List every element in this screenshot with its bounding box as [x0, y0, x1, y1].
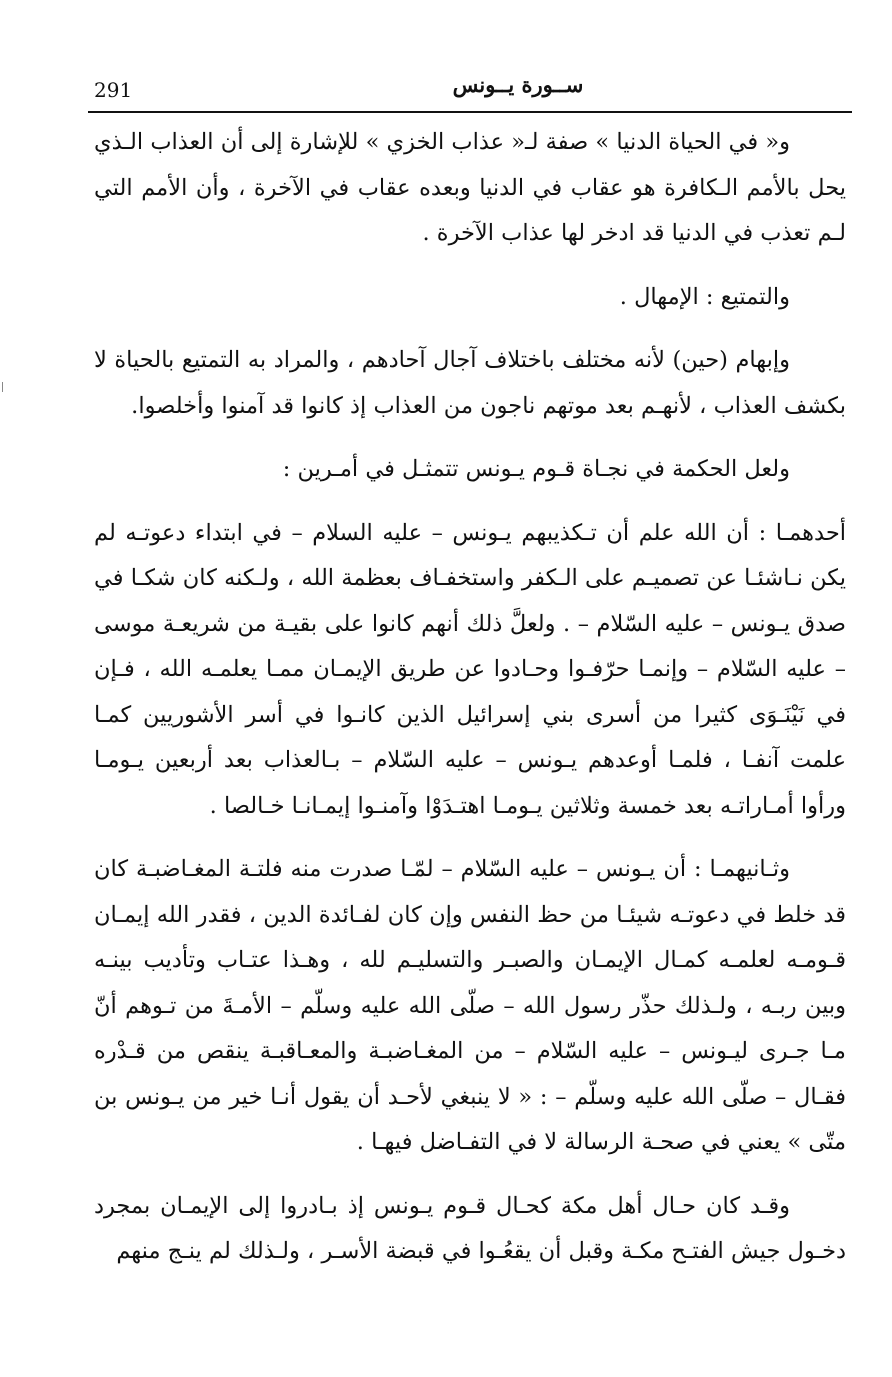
- paragraph-spacer: [94, 320, 846, 338]
- page-body: [94, 120, 846, 1275]
- paragraph-2: والتمتيع : الإمهال .: [619, 283, 790, 310]
- paragraph-7: وقـد كان حـال أهل مكة كحـال قـوم يـونس إذ بـادروا إلى الإيمـان بمجرد دخـول جيش الفتـح مكـة وقبل أن يقعُـوا في قبضة الأسـر ، ولـذلك لم ينـج منهم: [94, 1192, 846, 1264]
- paragraph-1: و« في الحياة الدنيا » صفة لـ« عذاب الخزي » للإشارة إلى أن العذاب الـذي يحل بالأمم الـكافرة هو عقاب في الدنيا وبعده عقاب في الآخرة ، وأن الأمم التي لـم تعذب في الدنيا قد ادخر لها عذاب الآخرة .: [94, 129, 846, 246]
- running-title: ســورة يــونس: [452, 72, 584, 97]
- page-header: [88, 70, 850, 110]
- scan-edge-mark: [2, 382, 7, 392]
- paragraph-spacer: [94, 1166, 846, 1184]
- paragraph-spacer: [94, 257, 846, 275]
- paragraph-5: أحدهمـا : أن الله علم أن تـكذيبهم يـونس – عليه السلام – في ابتداء دعوتـه لم يكن نـاشئـا عن تصميـم على الـكفر واستخفـاف بعظمة الله ، ولـكنه كان شكـا في صدق يـونس – عليه السّلام – . ولعلَّ ذلك أنهم كانوا على بقيـة من شريعـة موسى – عليه السّلام – وإنمـا حرّفـوا وحـادوا عن طريق الإيمـان ممـا يعلمـه الله ، فـإن في نَيْنَـوَى كثيرا من أسرى بني إسرائيل الذين كانـوا في أسر الأشوريين كمـا علمت آنفـا ، فلمـا أوعدهم يـونس – عليه السّلام – بـالعذاب بعد أربعين يـومـا ورأوا أمـاراتـه بعد خمسة وثلاثين يـومـا اهتـدَوْا وآمنـوا إيمـانـا خـالصا .: [94, 519, 846, 819]
- header-rule: [88, 111, 852, 113]
- paragraph-3: وإبهام (حين) لأنه مختلف باختلاف آجال آحادهم ، والمراد به التمتيع بالحياة لا بكشف العذاب ، لأنهـم بعد موتهم ناجون من العذاب إذ كانوا قد آمنوا وأخلصوا.: [94, 347, 846, 419]
- paragraph-spacer: [94, 493, 846, 511]
- paragraph-spacer: [94, 829, 846, 847]
- paragraph-spacer: [94, 429, 846, 447]
- page-number: 291: [94, 78, 133, 102]
- paragraph-6: وثـانيهمـا : أن يـونس – عليه السّلام – لمّـا صدرت منه فلتـة المغـاضبـة كان قد خلط في دعوتـه شيئـا من حظ النفس وإن كان لفـائدة الدين ، فقدر الله إيمـان قـومـه لعلمـه كمـال الإيمـان والصبـر والتسليـم لله ، وهـذا عتـاب وتأديب بينـه وبين ربـه ، ولـذلك حذّر رسول الله – صلّى الله عليه وسلّم – الأمـةَ من تـوهم أنّ مـا جـرى ليـونس – عليه السّلام – من المغـاضبـة والمعـاقبـة ينقص من قـدْره فقـال – صلّى الله عليه وسلّم – : « لا ينبغي لأحـد أن يقول أنـا خير من يـونس بن متّى » يعني في صحـة الرسالة لا في التفـاضل فيهـا .: [94, 856, 846, 1155]
- paragraph-4: ولعل الحكمة في نجـاة قـوم يـونس تتمثـل في أمـرين :: [282, 456, 790, 482]
